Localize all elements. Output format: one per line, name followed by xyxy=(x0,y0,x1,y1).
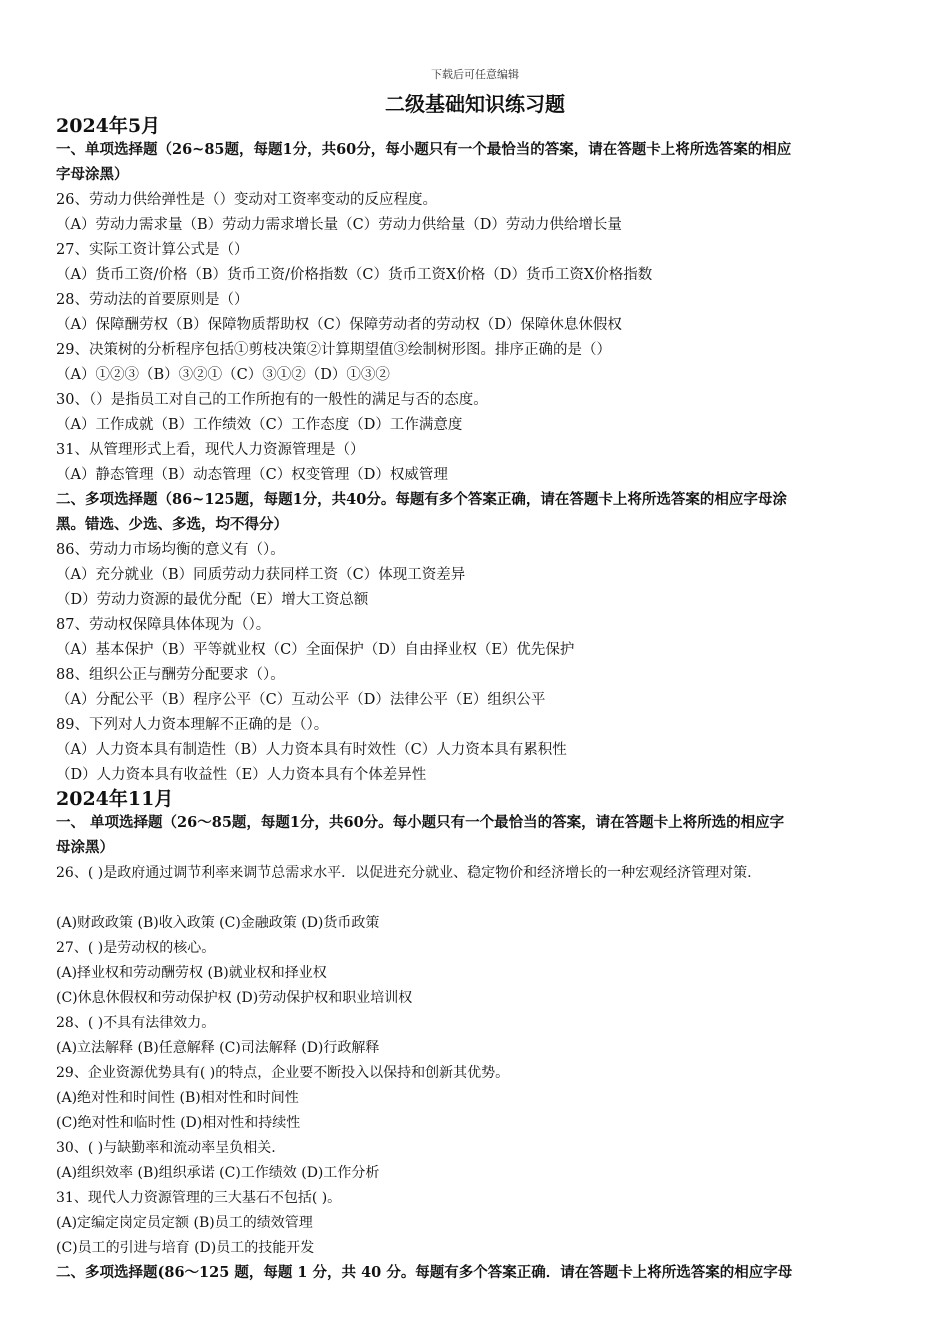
section-heading-multi-cont: 黑。错选、少选、多选，均不得分） xyxy=(56,516,288,533)
question-87-options: （A）基本保护（B）平等就业权（C）全面保护（D）自由择业权（E）优先保护 xyxy=(56,642,575,658)
question-88: 88、组织公正与酬劳分配要求（）。 xyxy=(56,667,285,683)
question-89-options-1: （A）人力资本具有制造性（B）人力资本具有时效性（C）人力资本具有累积性 xyxy=(56,742,567,758)
question-29-options: （A）①②③（B）③②①（C）③①②（D）①③② xyxy=(56,367,390,383)
question-27: 27、实际工资计算公式是（） xyxy=(56,242,249,258)
question-87: 87、劳动权保障具体体现为（）。 xyxy=(56,617,271,633)
section-heading-single-cont: 字母涂黑） xyxy=(56,166,129,183)
question-31-options: （A）静态管理（B）动态管理（C）权变管理（D）权威管理 xyxy=(56,467,448,483)
question-26-nov: 26、( )是政府通过调节利率来调节总需求水平．以促进充分就业、稳定物价和经济增长的一种宏观经济管理对策. xyxy=(56,865,752,881)
question-86-options-1: （A）充分就业（B）同质劳动力获同样工资（C）体现工资差异 xyxy=(56,567,466,583)
section-year-nov: 2024年11月 xyxy=(56,788,174,810)
question-29-nov-options-1: (A)绝对性和时间性 (B)相对性和时间性 xyxy=(56,1090,299,1106)
question-28-options: （A）保障酬劳权（B）保障物质帮助权（C）保障劳动者的劳动权（D）保障休息休假权 xyxy=(56,317,622,333)
section-heading-single: 一、单项选择题（26~85题，每题1分，共60分，每小题只有一个最恰当的答案，请在答题卡上将所选答案的相应 xyxy=(56,141,792,158)
question-27-nov-options-2: (C)休息休假权和劳动保护权 (D)劳动保护权和职业培训权 xyxy=(56,990,413,1006)
question-26: 26、劳动力供给弹性是（）变动对工资率变动的反应程度。 xyxy=(56,192,437,208)
question-31-nov-options-2: (C)员工的引进与培育 (D)员工的技能开发 xyxy=(56,1240,315,1256)
question-31: 31、从管理形式上看，现代人力资源管理是（） xyxy=(56,442,365,458)
question-30-options: （A）工作成就（B）工作绩效（C）工作态度（D）工作满意度 xyxy=(56,417,463,433)
question-29-nov: 29、企业资源优势具有( )的特点，企业要不断投入以保持和创新其优势。 xyxy=(56,1065,510,1081)
question-86-options-2: （D）劳动力资源的最优分配（E）增大工资总额 xyxy=(56,592,369,608)
section-heading-single-nov-cont: 母涂黑） xyxy=(56,839,114,856)
question-89-options-2: （D）人力资本具有收益性（E）人力资本具有个体差异性 xyxy=(56,767,427,783)
question-26-nov-options: (A)财政政策 (B)收入政策 (C)金融政策 (D)货币政策 xyxy=(56,915,380,931)
question-31-nov: 31、现代人力资源管理的三大基石不包括( )。 xyxy=(56,1190,342,1206)
question-27-nov-options-1: (A)择业权和劳动酬劳权 (B)就业权和择业权 xyxy=(56,965,327,981)
question-28-nov-options: (A)立法解释 (B)任意解释 (C)司法解释 (D)行政解释 xyxy=(56,1040,380,1056)
question-29: 29、决策树的分析程序包括①剪枝决策②计算期望值③绘制树形图。排序正确的是（） xyxy=(56,342,611,358)
question-27-nov: 27、( )是劳动权的核心。 xyxy=(56,940,216,956)
section-heading-single-nov: 一、 单项选择题（26～85题，每题1分，共60分。每小题只有一个最恰当的答案，请在答题卡上将所选的相应字 xyxy=(56,814,785,831)
question-28-nov: 28、( )不具有法律效力。 xyxy=(56,1015,216,1031)
question-26-options: （A）劳动力需求量（B）劳动力需求增长量（C）劳动力供给量（D）劳动力供给增长量 xyxy=(56,217,622,233)
section-heading-multi: 二、多项选择题（86~125题，每题1分，共40分。每题有多个答案正确，请在答题卡上将所选答案的相应字母涂 xyxy=(56,491,787,508)
section-heading-multi-nov: 二、多项选择题(86～125 题，每题 1 分，共 40 分。每题有多个答案正确．请在答题卡上将所选答案的相应字母 xyxy=(56,1264,793,1281)
question-30: 30、（）是指员工对自己的工作所抱有的一般性的满足与否的态度。 xyxy=(56,392,488,408)
question-30-nov-options: (A)组织效率 (B)组织承诺 (C)工作绩效 (D)工作分析 xyxy=(56,1165,380,1181)
question-30-nov: 30、( )与缺勤率和流动率呈负相关. xyxy=(56,1140,276,1156)
watermark-text: 下载后可任意编辑 xyxy=(431,68,519,81)
question-28: 28、劳动法的首要原则是（） xyxy=(56,292,249,308)
question-88-options: （A）分配公平（B）程序公平（C）互动公平（D）法律公平（E）组织公平 xyxy=(56,692,546,708)
question-89: 89、下列对人力资本理解不正确的是（）。 xyxy=(56,717,329,733)
question-27-options: （A）货币工资/价格（B）货币工资/价格指数（C）货币工资X价格（D）货币工资X价格指数 xyxy=(56,267,653,283)
question-86: 86、劳动力市场均衡的意义有（）。 xyxy=(56,542,285,558)
question-29-nov-options-2: (C)绝对性和临时性 (D)相对性和持续性 xyxy=(56,1115,301,1131)
question-31-nov-options-1: (A)定编定岗定员定额 (B)员工的绩效管理 xyxy=(56,1215,313,1231)
page-title: 二级基础知识练习题 xyxy=(385,92,565,116)
section-year-may: 2024年5月 xyxy=(56,115,161,137)
